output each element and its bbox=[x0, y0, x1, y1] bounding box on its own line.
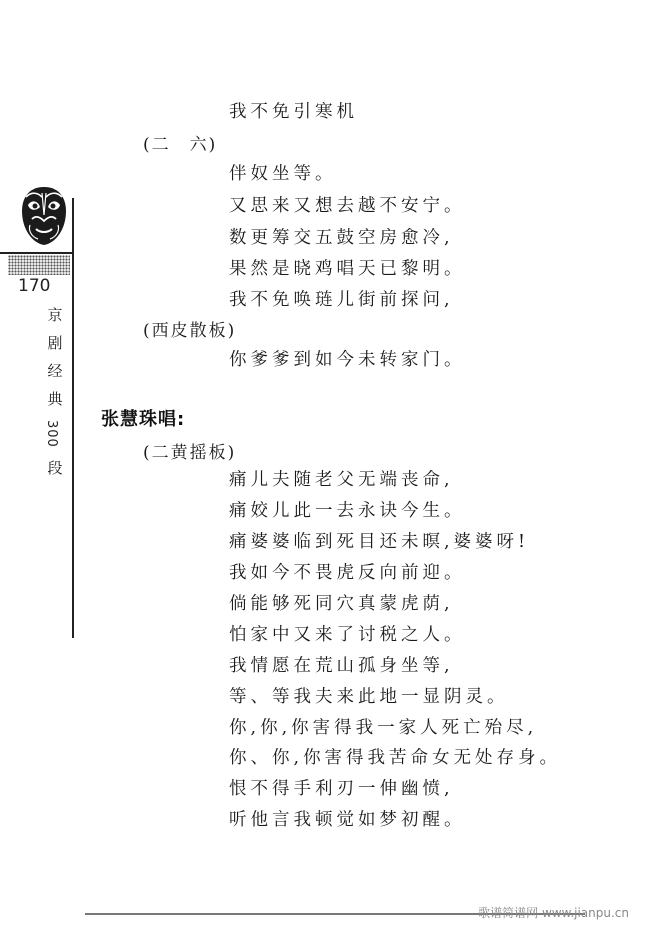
book-title-number: 300 bbox=[44, 420, 59, 448]
singer-heading: 张慧珠唱: bbox=[101, 409, 186, 430]
aria-tag: (二 六) bbox=[143, 135, 218, 155]
opera-mask-icon bbox=[18, 185, 70, 247]
verse-line: 等、等我夫来此地一显阴灵。 bbox=[229, 687, 509, 707]
margin-horizontal-rule bbox=[0, 252, 74, 254]
verse-line: 我如今不畏虎反向前迎。 bbox=[229, 563, 466, 583]
halftone-pattern bbox=[8, 255, 70, 275]
book-title-char: 典 bbox=[47, 390, 63, 408]
verse-line: 我不免引寒机 bbox=[229, 102, 358, 122]
watermark: 歌谱简谱网 www.jianpu.cn bbox=[478, 906, 629, 920]
aria-tag: (西皮散板) bbox=[143, 321, 237, 341]
verse-line: 痛姣儿此一去永诀今生。 bbox=[229, 501, 466, 521]
book-title-char: 段 bbox=[47, 458, 63, 477]
aria-tag: (二黄摇板) bbox=[143, 443, 237, 463]
verse-line: 恨不得手利刃一伸幽愤, bbox=[229, 779, 454, 799]
verse-line: 数更筹交五鼓空房愈冷, bbox=[229, 228, 454, 248]
book-title-char: 经 bbox=[47, 362, 63, 380]
verse-line: 伴奴坐等。 bbox=[229, 164, 337, 184]
verse-line: 我不免唤琏儿街前探问, bbox=[229, 290, 454, 310]
margin-vertical-rule bbox=[72, 198, 74, 638]
verse-line: 我情愿在荒山孤身坐等, bbox=[229, 656, 454, 676]
verse-line: 痛儿夫随老父无端丧命, bbox=[229, 470, 454, 490]
book-title-char: 剧 bbox=[47, 334, 63, 352]
verse-line: 又思来又想去越不安宁。 bbox=[229, 196, 466, 216]
book-title-vertical bbox=[45, 308, 65, 489]
verse-line: 听他言我顿觉如梦初醒。 bbox=[229, 810, 466, 830]
verse-line: 你,你,你害得我一家人死亡殆尽, bbox=[229, 718, 538, 738]
page-number: 170 bbox=[18, 276, 51, 296]
verse-line: 倘能够死同穴真蒙虎荫, bbox=[229, 594, 454, 614]
verse-line: 果然是晓鸡唱天已黎明。 bbox=[229, 259, 466, 279]
verse-line: 痛婆婆临到死目还未暝,婆婆呀! bbox=[229, 532, 530, 552]
verse-line: 怕家中又来了讨税之人。 bbox=[229, 625, 466, 645]
verse-line: 你爹爹到如今未转家门。 bbox=[229, 350, 466, 370]
verse-line: 你、你,你害得我苦命女无处存身。 bbox=[229, 748, 562, 768]
book-title-char: 京 bbox=[47, 306, 63, 324]
